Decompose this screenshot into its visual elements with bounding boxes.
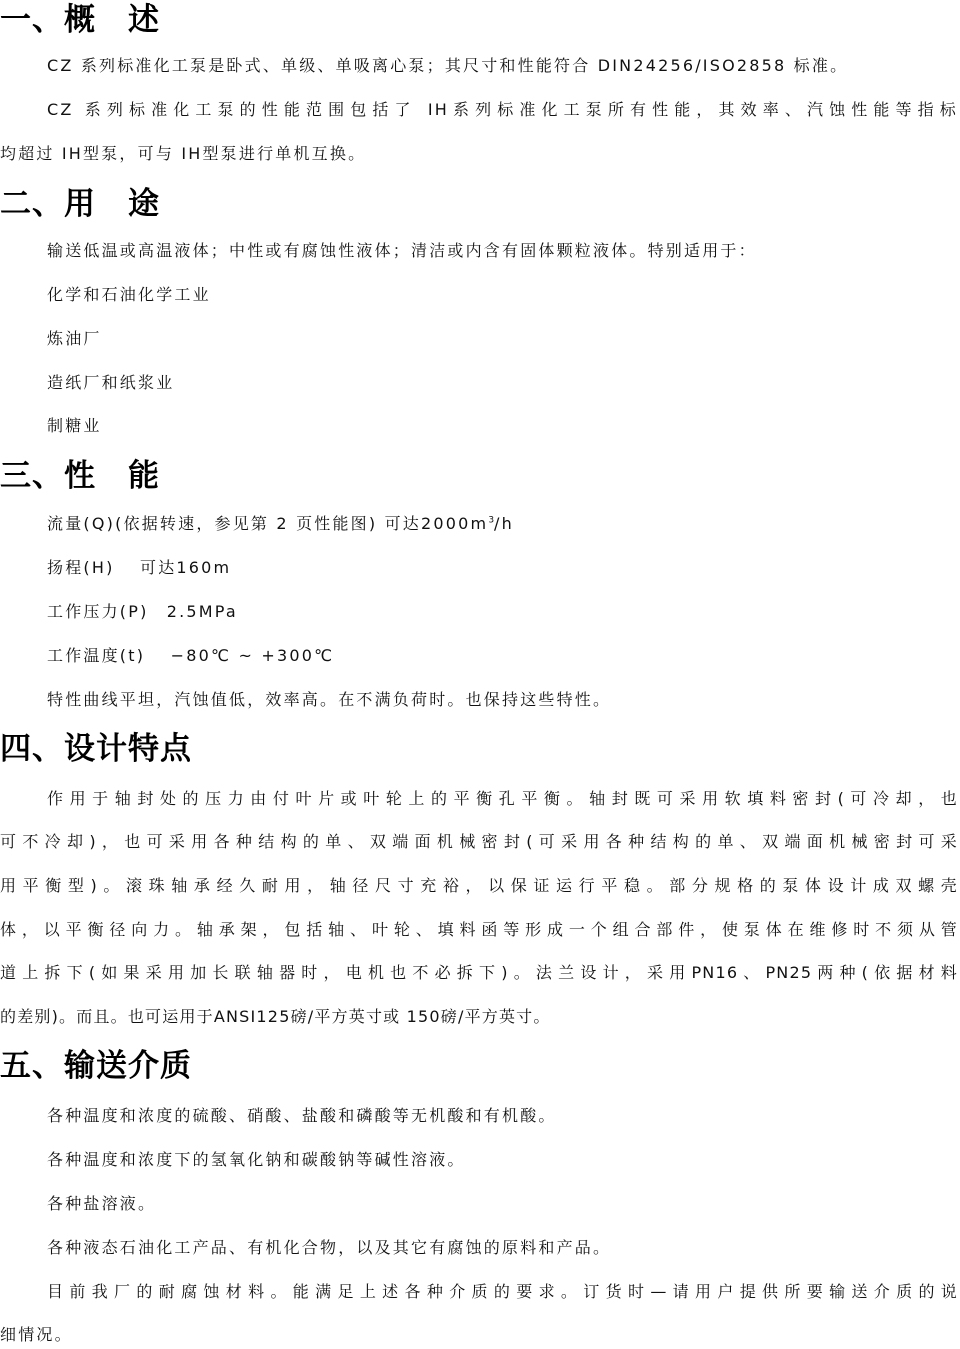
spec-temperature: 工作温度(t) −80℃ ~ +300℃: [47, 646, 335, 665]
paragraph-line: CZ 系列标准化工泵是卧式、单级、单吸离心泵；其尺寸和性能符合 DIN24256/ISO2858 标准。: [47, 56, 849, 75]
paragraph-line: 用平衡型)。滚珠轴承经久耐用，轴径尺寸充裕，以保证运行平稳。部分规格的泵体设计成双螺壳: [0, 876, 958, 895]
paragraph-line: 道上拆下(如果采用加长联轴器时，电机也不必拆下)。法兰设计，采用PN16、PN25两种(依据材料: [0, 963, 958, 982]
paragraph-line: 的差别)。而且。也可运用于ANSI125磅/平方英寸或 150磅/平方英寸。: [0, 1007, 551, 1026]
section-heading-design: 四、设计特点: [0, 731, 192, 767]
paragraph-line: 均超过 IH型泵，可与 IH型泵进行单机互换。: [0, 144, 367, 163]
paragraph-line: 可不冷却)，也可采用各种结构的单、双端面机械密封(可采用各种结构的单、双端面机械密封可采: [0, 832, 958, 851]
list-item: 化学和石油化学工业: [47, 285, 211, 304]
paragraph-line: 目前我厂的耐腐蚀材料。能满足上述各种介质的要求。订货时—请用户提供所要输送介质的说: [47, 1282, 958, 1301]
list-item: 各种盐溶液。: [47, 1194, 157, 1213]
spec-flow-superscript: 3: [488, 515, 495, 526]
section-heading-overview: 一、概 述: [0, 2, 160, 38]
spec-flow-text: 流量(Q)(依据转速，参见第 2 页性能图) 可达2000m: [47, 514, 489, 533]
paragraph-line: 输送低温或高温液体；中性或有腐蚀性液体；清洁或内含有固体颗粒液体。特别适用于：: [47, 241, 757, 260]
spec-pressure: 工作压力(P) 2.5MPa: [47, 602, 238, 621]
paragraph-line: CZ 系列标准化工泵的性能范围包括了 IH系列标准化工泵所有性能，其效率、汽蚀性能等指标: [47, 100, 958, 119]
list-item: 造纸厂和纸浆业: [47, 373, 175, 392]
list-item: 各种温度和浓度的硫酸、硝酸、盐酸和磷酸等无机酸和有机酸。: [47, 1106, 557, 1125]
section-heading-usage: 二、用 途: [0, 186, 160, 222]
paragraph-line: 特性曲线平坦，汽蚀值低，效率高。在不满负荷时。也保持这些特性。: [47, 690, 612, 709]
section-heading-performance: 三、性 能: [0, 458, 160, 494]
spec-flow-unit: /h: [494, 514, 514, 533]
list-item: 制糖业: [47, 416, 102, 435]
section-heading-media: 五、输送介质: [0, 1048, 192, 1084]
list-item: 炼油厂: [47, 329, 102, 348]
paragraph-line: 作用于轴封处的压力由付叶片或叶轮上的平衡孔平衡。轴封既可采用软填料密封(可冷却，也: [47, 789, 958, 808]
paragraph-line: 体，以平衡径向力。轴承架，包括轴、叶轮、填料函等形成一个组合部件，使泵体在维修时不须从管: [0, 920, 958, 939]
list-item: 各种液态石油化工产品、有机化合物，以及其它有腐蚀的原料和产品。: [47, 1238, 612, 1257]
spec-flow: [47, 510, 514, 538]
paragraph-line: 细情况。: [0, 1325, 73, 1344]
list-item: 各种温度和浓度下的氢氧化钠和碳酸钠等碱性溶液。: [47, 1150, 466, 1169]
spec-head: 扬程(H) 可达160m: [47, 558, 232, 577]
